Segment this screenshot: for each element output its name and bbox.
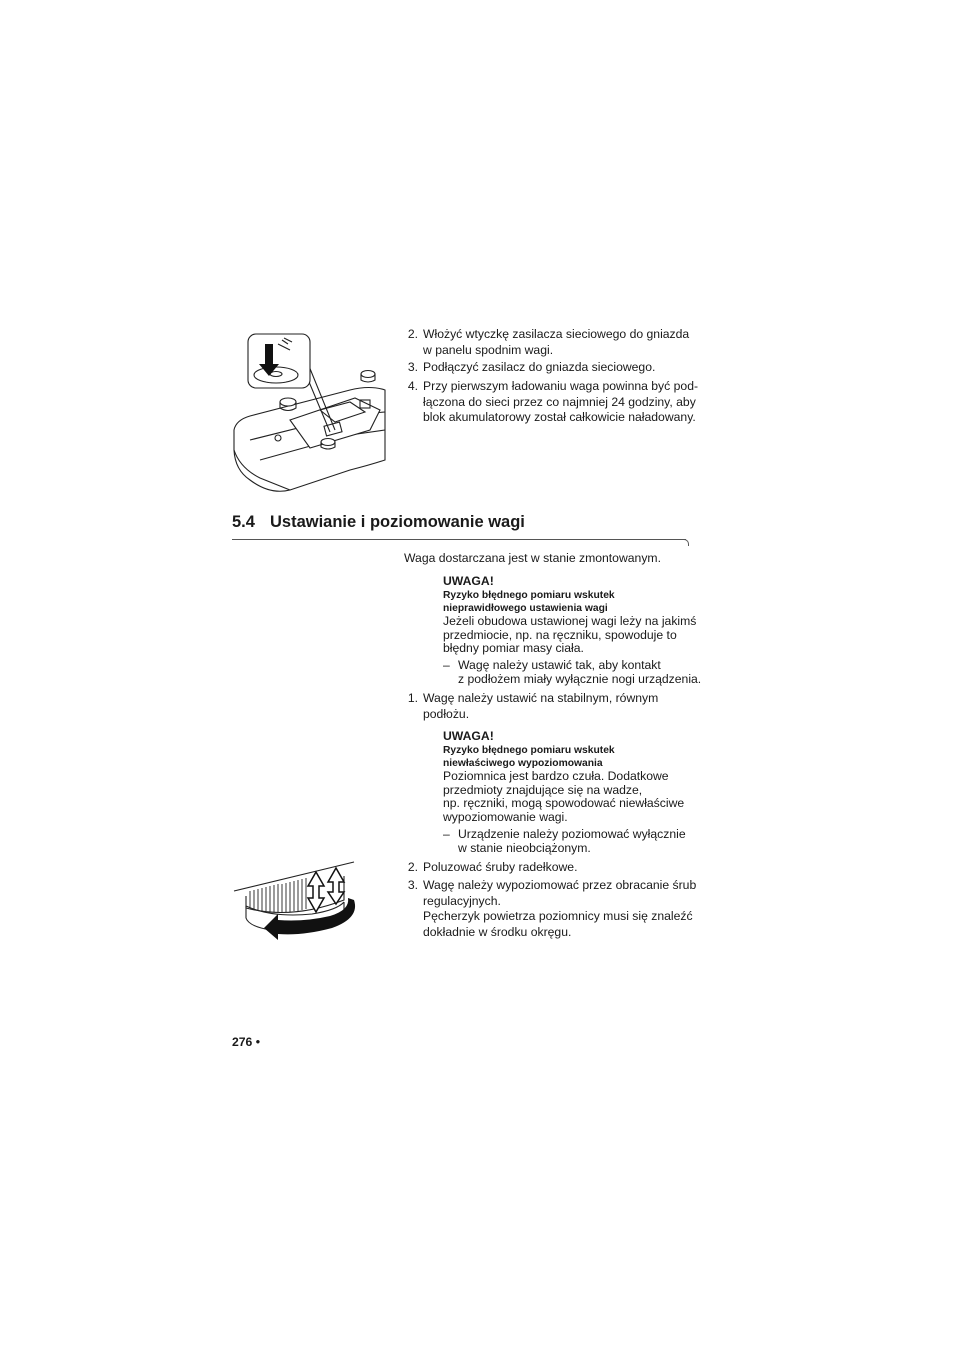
step-number: 2. [407,860,418,874]
scale-underside-plug-illustration [230,330,390,500]
warning-text-line: Poziomnica jest bardzo czuła. Dodatkowe [443,769,669,783]
step-text-line: łączona do sieci przez co najmniej 24 godziny, aby [423,394,696,409]
step-text-line: Przy pierwszym ładowaniu waga powinna być pod- [423,379,699,393]
section-rule [232,539,686,540]
bullet-text-line: w stanie nieobciążonym. [458,841,591,855]
warning-subtitle-line: Ryzyko błędnego pomiaru wskutek [443,745,615,756]
step-number: 4. [407,379,418,393]
bottom-note [423,909,703,940]
step-text-line: Poluzować śruby radełkowe. [423,860,578,874]
warning-box [443,729,703,824]
section-heading [232,513,525,532]
note-line: Pęcherzyk powietrza poziomnicy musi się znaleźć [423,909,693,923]
step-number: 3. [407,878,418,892]
bullet-text-line: Wagę należy ustawić tak, aby kontakt [458,658,661,672]
bullet-dash: – [443,658,450,672]
section-number: 5.4 [232,513,255,531]
warning-text-line: przedmiocie, np. na ręczniku, spowoduje to [443,627,677,642]
warning-title: UWAGA! [443,729,494,743]
leveling-foot-rotation-illustration [232,858,362,940]
step-number: 1. [407,691,418,705]
step-text-line: regulacyjnych. [423,893,501,908]
bullet-text-line: z podłożem miały wyłącznie nogi urządzenia. [458,672,702,686]
warning-subtitle-line: Ryzyko błędnego pomiaru wskutek [443,590,615,601]
step-text-line: podłożu. [423,706,470,721]
step-text-line: Wagę należy ustawić na stabilnym, równym [423,691,659,705]
step-text-line: w panelu spodnim wagi. [423,342,554,357]
page-number: 276 • [232,1035,260,1049]
bullet-dash: – [443,827,450,841]
warning-box [443,574,703,656]
step-text-line: blok akumulatorowy został całkowicie naładowany. [423,410,696,424]
warning-subtitle-line: niewłaściwego wypoziomowania [443,758,603,769]
warning-text-line: błędny pomiar masy ciała. [443,641,584,656]
warning-text-line: przedmioty znajdujące się na wadze, [443,782,643,797]
warning-text-line: np. ręczniki, mogą spowodować niewłaściwe [443,796,685,811]
section-rule-corner [683,539,689,546]
section-title: Ustawianie i poziomowanie wagi [270,513,525,531]
warning-text-line: wypoziomowanie wagi. [443,809,568,824]
intro-text: Waga dostarczana jest w stanie zmontowanym. [404,551,661,565]
warning-text-line: Jeżeli obudowa ustawionej wagi leży na jakimś [443,614,697,628]
step-text-line: Podłączyć zasilacz do gniazda sieciowego. [423,360,656,374]
note-line: dokładnie w środku okręgu. [423,924,572,939]
step-text-line: Wagę należy wypoziomować przez obracanie śrub [423,878,697,892]
warning-title: UWAGA! [443,574,494,588]
step-number: 3. [407,360,418,374]
warning-subtitle-line: nieprawidłowego ustawienia wagi [443,603,608,614]
step-number: 2. [407,327,418,341]
step-text-line: Włożyć wtyczkę zasilacza sieciowego do gniazda [423,327,690,341]
bullet-text-line: Urządzenie należy poziomować wyłącznie [458,827,686,841]
